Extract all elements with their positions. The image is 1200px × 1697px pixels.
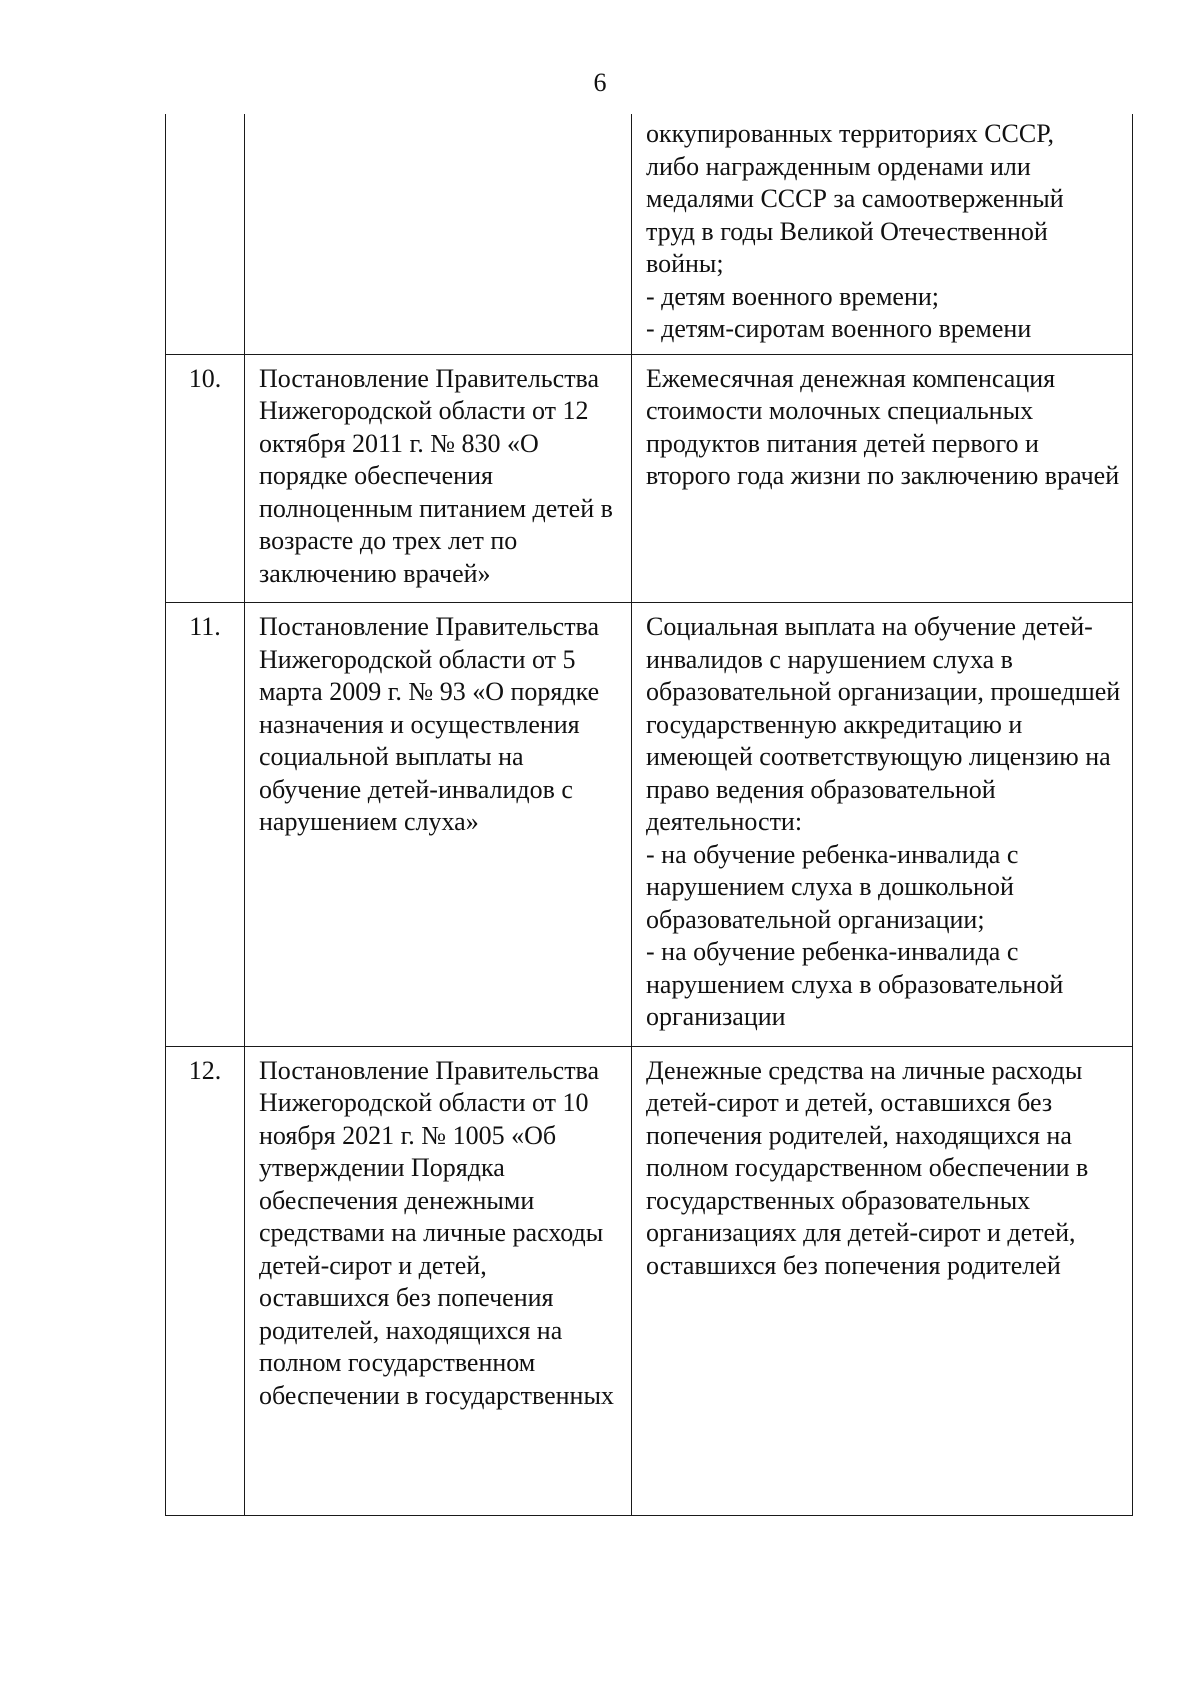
- row-number-cell: [166, 114, 245, 354]
- description-text: - на обучение ребенка-инвалида с нарушением слуха в образовательной организации: [646, 937, 1064, 1031]
- document-cell: [245, 114, 632, 354]
- table-row: [166, 354, 1133, 603]
- row-number: 10.: [166, 354, 245, 603]
- description-text: Денежные средства на личные расходы детей-сирот и детей, оставшихся без попечения родителей, находящихся на полном государственном обеспечении в государственных образовательных организациях для детей-сирот и детей, оставшихся без попечения родителей: [646, 1055, 1089, 1280]
- description-text: Ежемесячная денежная компенсация стоимости молочных специальных продуктов питания детей первого и второго года жизни по заключению врачей: [646, 363, 1120, 490]
- description-line: войны;: [646, 249, 724, 278]
- description-line: оккупированных территориях СССР,: [646, 119, 1054, 148]
- document-title: Постановление Правительства Нижегородской области от 5 марта 2009 г. № 93 «О порядке назначения и осуществления социальной выплаты на обучение детей-инвалидов с нарушением слуха»: [245, 603, 632, 1047]
- description-cell: [632, 354, 1133, 603]
- table-row: [166, 1046, 1133, 1515]
- row-number: 11.: [166, 603, 245, 1047]
- description-text: - на обучение ребенка-инвалида с нарушением слуха в дошкольной образовательной организации;: [646, 839, 1019, 934]
- description-line: - детям военного времени;: [646, 281, 940, 311]
- description-line: - детям-сиротам военного времени: [646, 314, 1032, 343]
- description-text: Социальная выплата на обучение детей-инвалидов с нарушением слуха в образовательной организации, прошедшей государственную аккредитацию и имеющей соответствующую лицензию на право ведения образовательной деятельности:: [646, 612, 1121, 836]
- page-number: 6: [593, 68, 607, 97]
- row-number: 12.: [166, 1046, 245, 1515]
- description-line: медалями СССР за самоотверженный: [646, 184, 1064, 213]
- document-title: Постановление Правительства Нижегородской области от 10 ноября 2021 г. № 1005 «Об утверждении Порядка обеспечения денежными средствами на личные расходы детей-сирот и детей, оставшихся без попечения родителей, находящихся на полном государственном обеспечении в государственных: [245, 1046, 632, 1515]
- description-cell: [632, 1046, 1133, 1515]
- benefits-table: [165, 114, 1133, 1516]
- description-line: либо награжденным орденами или: [646, 151, 1031, 181]
- table-row: [166, 603, 1133, 1047]
- document-title: Постановление Правительства Нижегородской области от 12 октября 2011 г. № 830 «О порядке обеспечения полноценным питанием детей в возрасте до трех лет по заключению врачей»: [245, 354, 632, 603]
- description-cell: [632, 114, 1133, 354]
- description-cell: [632, 603, 1133, 1047]
- table-row-continuation: [166, 114, 1133, 354]
- description-line: труд в годы Великой Отечественной: [646, 216, 1048, 246]
